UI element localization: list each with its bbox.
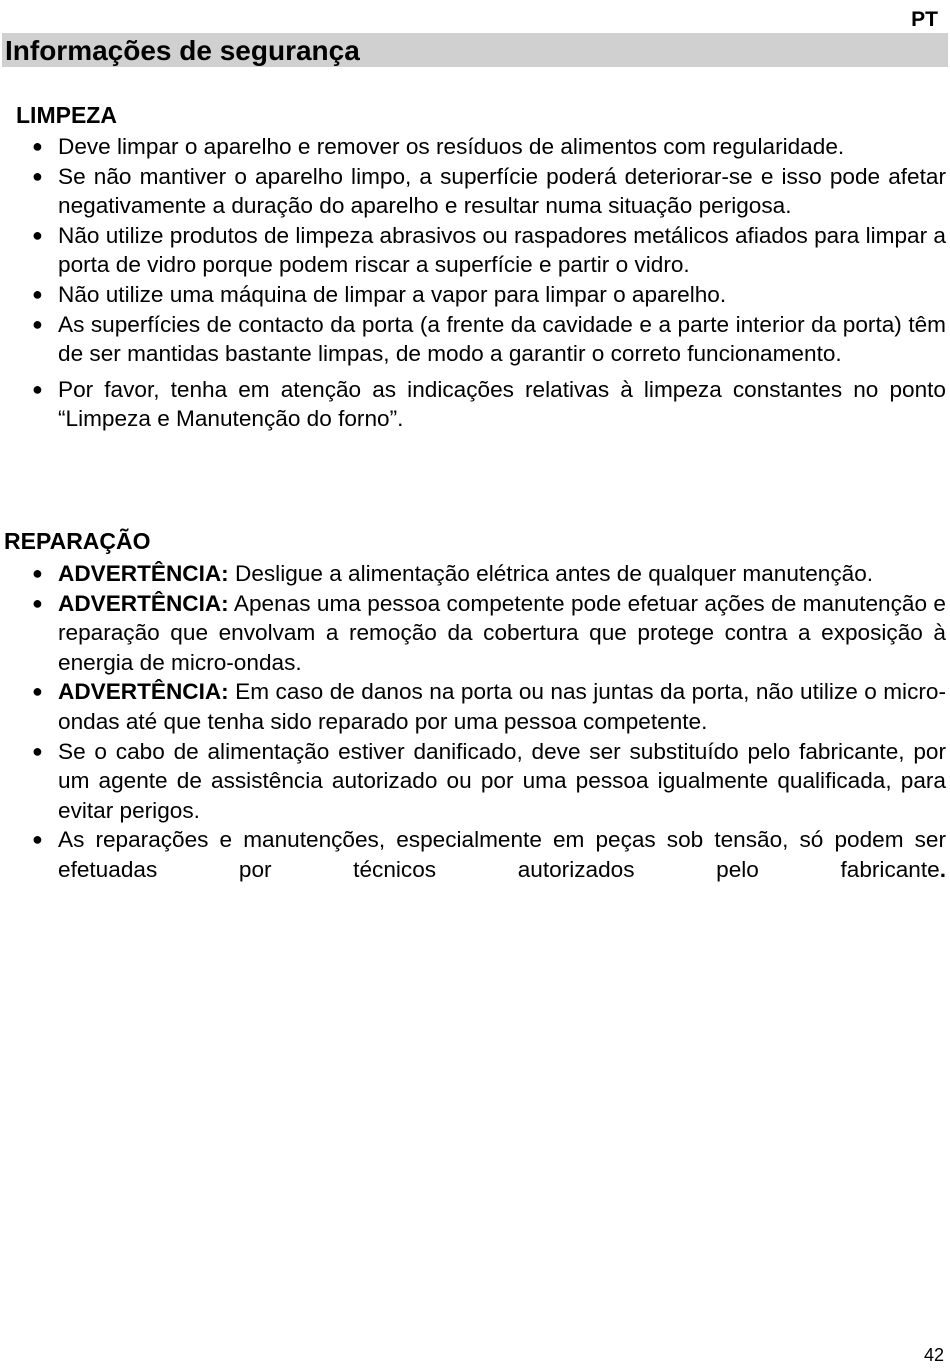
list-item-text: Em caso de danos na porta ou nas juntas da porta, não utilize o micro-ondas até que tenha sido reparado por uma pessoa competente. [58, 679, 946, 734]
warning-label: ADVERTÊNCIA: [58, 590, 229, 616]
bullet-icon: ● [32, 740, 43, 761]
list-item-end-mark: . [939, 856, 946, 882]
language-code: PT [911, 8, 938, 31]
warning-label: ADVERTÊNCIA: [58, 679, 229, 705]
list-item-text: As reparações e manutenções, especialmente em peças sob tensão, só podem ser efetuadas por técnicos autorizados pelo fabricante [58, 827, 946, 882]
title-bar [2, 33, 948, 67]
bullet-icon: ● [32, 313, 43, 334]
repair-section [0, 526, 950, 885]
list-item [0, 310, 950, 369]
list-item [0, 737, 950, 826]
list-item [0, 825, 950, 884]
bullet-icon: ● [32, 592, 43, 613]
list-item [0, 221, 950, 280]
repair-heading: REPARAÇÃO [4, 528, 151, 554]
warning-label: ADVERTÊNCIA: [58, 561, 229, 586]
repair-list [0, 559, 950, 885]
list-item-text: Não utilize produtos de limpeza abrasivos ou raspadores metálicos afiados para limpar a porta de vidro porque podem riscar a superfície e partir o vidro. [58, 222, 946, 278]
list-item [0, 280, 950, 310]
list-item-text: Se não mantiver o aparelho limpo, a superfície poderá deteriorar-se e isso pode afetar negativamente a duração do aparelho e resultar numa situação perigosa. [58, 163, 946, 219]
cleaning-heading: LIMPEZA [16, 102, 117, 128]
bullet-icon: ● [32, 681, 43, 702]
list-item-text: Não utilize uma máquina de limpar a vapor para limpar o aparelho. [58, 281, 727, 307]
cleaning-list [0, 132, 950, 434]
bullet-icon: ● [32, 165, 43, 186]
bullet-icon: ● [32, 283, 43, 304]
list-item [0, 162, 950, 221]
list-item-text: Desligue a alimentação elétrica antes de qualquer manutenção. [228, 561, 874, 586]
bullet-icon: ● [32, 224, 43, 245]
list-item-text: Se o cabo de alimentação estiver danificado, deve ser substituído pelo fabricante, por um agente de assistência autorizado ou por uma pessoa igualmente qualificada, para evitar perigos. [58, 738, 946, 823]
bullet-icon: ● [32, 136, 43, 156]
page-number: 42 [923, 1345, 944, 1365]
cleaning-section [0, 100, 950, 434]
list-item [0, 375, 950, 434]
list-item-text: Por favor, tenha em atenção as indicações relativas à limpeza constantes no ponto “Limpeza e Manutenção do forno”. [58, 376, 946, 432]
page-title: Informações de segurança [5, 35, 360, 66]
bullet-icon: ● [32, 829, 43, 850]
list-item [0, 589, 950, 678]
list-item-text: Apenas uma pessoa competente pode efetuar ações de manutenção e reparação que envolvam a remoção da cobertura que protege contra a exposição à energia de micro-ondas. [58, 590, 946, 675]
list-item [0, 559, 950, 589]
list-item-text: As superfícies de contacto da porta (a frente da cavidade e a parte interior da porta) têm de ser mantidas bastante limpas, de modo a garantir o correto funcionamento. [58, 311, 946, 367]
list-item-text: Deve limpar o aparelho e remover os resíduos de alimentos com regularidade. [58, 134, 845, 159]
list-item [0, 677, 950, 736]
bullet-icon: ● [32, 378, 43, 399]
bullet-icon: ● [32, 563, 43, 583]
list-item [0, 132, 950, 162]
